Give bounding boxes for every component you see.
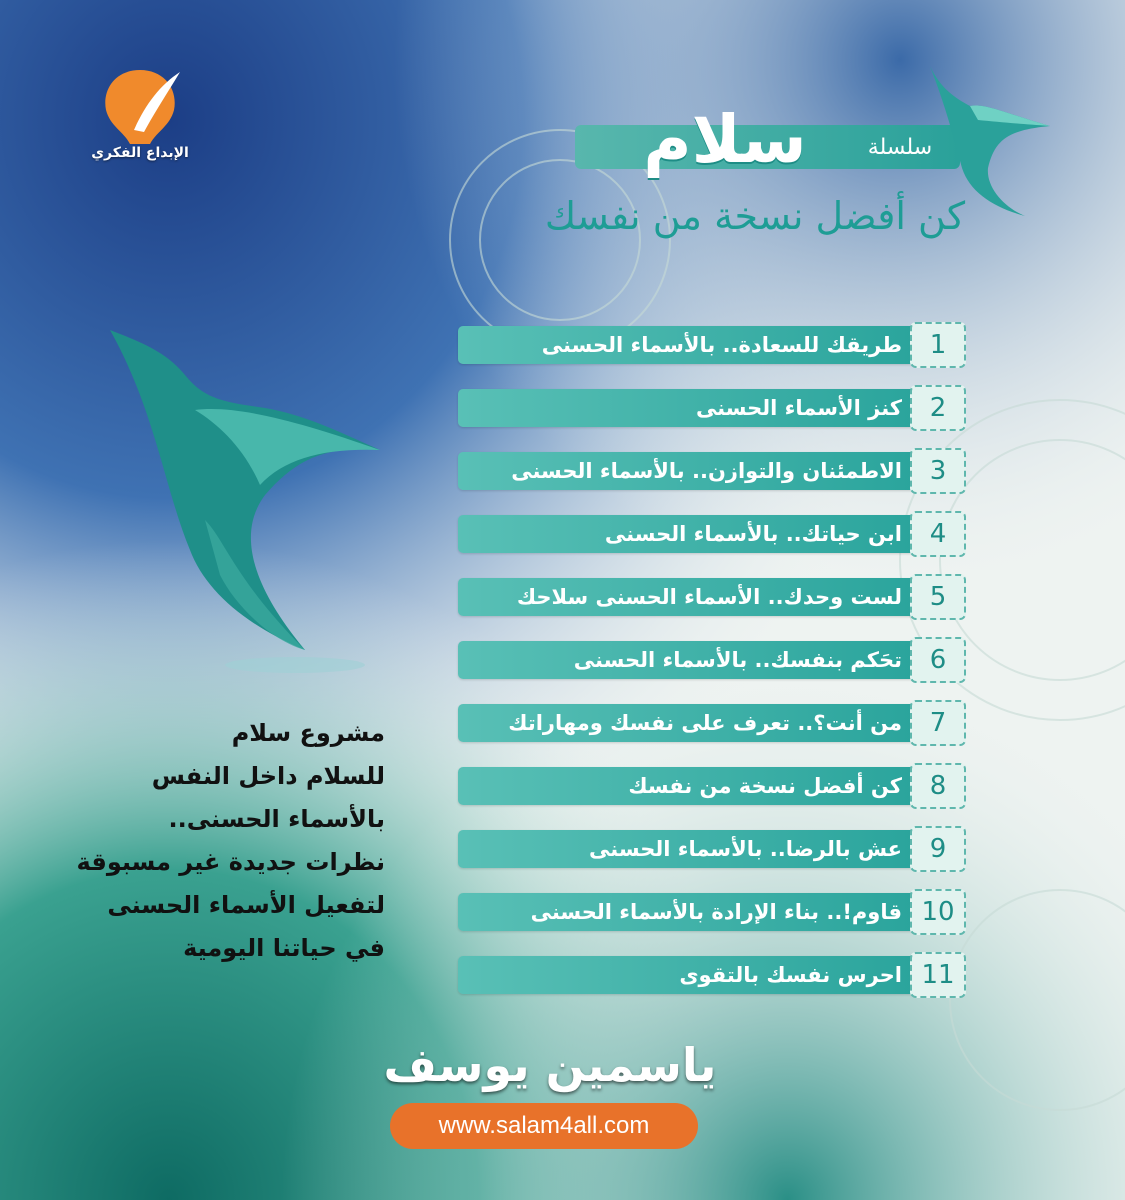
book-number: 4	[910, 511, 966, 557]
book-title: الاطمئنان والتوازن.. بالأسماء الحسنى	[511, 459, 902, 483]
book-item	[458, 511, 970, 557]
series-description	[40, 712, 385, 970]
book-number: 2	[910, 385, 966, 431]
publisher-logo	[60, 60, 220, 180]
book-number: 1	[910, 322, 966, 368]
book-title: قاوم!.. بناء الإرادة بالأسماء الحسنى	[530, 900, 902, 924]
book-title: ابن حياتك.. بالأسماء الحسنى	[604, 522, 902, 546]
book-number: 5	[910, 574, 966, 620]
lightbulb-feather-icon	[60, 60, 220, 150]
book-item	[458, 826, 970, 872]
series-tagline: كن أفضل نسخة من نفسك	[544, 194, 966, 238]
website-link[interactable]: www.salam4all.com	[390, 1103, 698, 1149]
book-title: كن أفضل نسخة من نفسك	[628, 774, 902, 798]
bird-silhouette-icon	[95, 320, 395, 690]
book-item	[458, 385, 970, 431]
book-item	[458, 952, 970, 998]
book-item	[458, 889, 970, 935]
book-title: عش بالرضا.. بالأسماء الحسنى	[589, 837, 902, 861]
series-word: سلسلة	[867, 135, 933, 160]
series-name: سلام	[643, 101, 807, 178]
book-number: 11	[910, 952, 966, 998]
description-line: في حياتنا اليومية	[183, 934, 385, 962]
description-line: لتفعيل الأسماء الحسنى	[107, 891, 385, 919]
book-title: من أنت؟.. تعرف على نفسك ومهاراتك	[508, 711, 902, 735]
book-number: 3	[910, 448, 966, 494]
book-item	[458, 637, 970, 683]
book-item	[458, 448, 970, 494]
book-number: 7	[910, 700, 966, 746]
book-item	[458, 574, 970, 620]
book-title: طريقك للسعادة.. بالأسماء الحسنى	[541, 333, 902, 357]
book-number: 10	[910, 889, 966, 935]
book-title: لست وحدك.. الأسماء الحسنى سلاحك	[516, 585, 902, 609]
book-number: 9	[910, 826, 966, 872]
book-item	[458, 322, 970, 368]
description-line: نظرات جديدة غير مسبوقة	[76, 848, 385, 876]
description-line: بالأسماء الحسنى..	[168, 805, 385, 833]
book-number: 8	[910, 763, 966, 809]
book-number: 6	[910, 637, 966, 683]
book-title: تحَكم بنفسك.. بالأسماء الحسنى	[573, 648, 902, 672]
description-line: للسلام داخل النفس	[151, 762, 385, 790]
author-name: ياسمين يوسف	[383, 1038, 717, 1092]
description-line: مشروع سلام	[231, 719, 385, 747]
book-title: كنز الأسماء الحسنى	[695, 396, 902, 420]
book-item	[458, 700, 970, 746]
bird-icon	[900, 58, 1060, 223]
publisher-name: الإبداع الفكري	[91, 145, 189, 161]
book-title: احرس نفسك بالتقوى	[679, 963, 902, 987]
book-item	[458, 763, 970, 809]
